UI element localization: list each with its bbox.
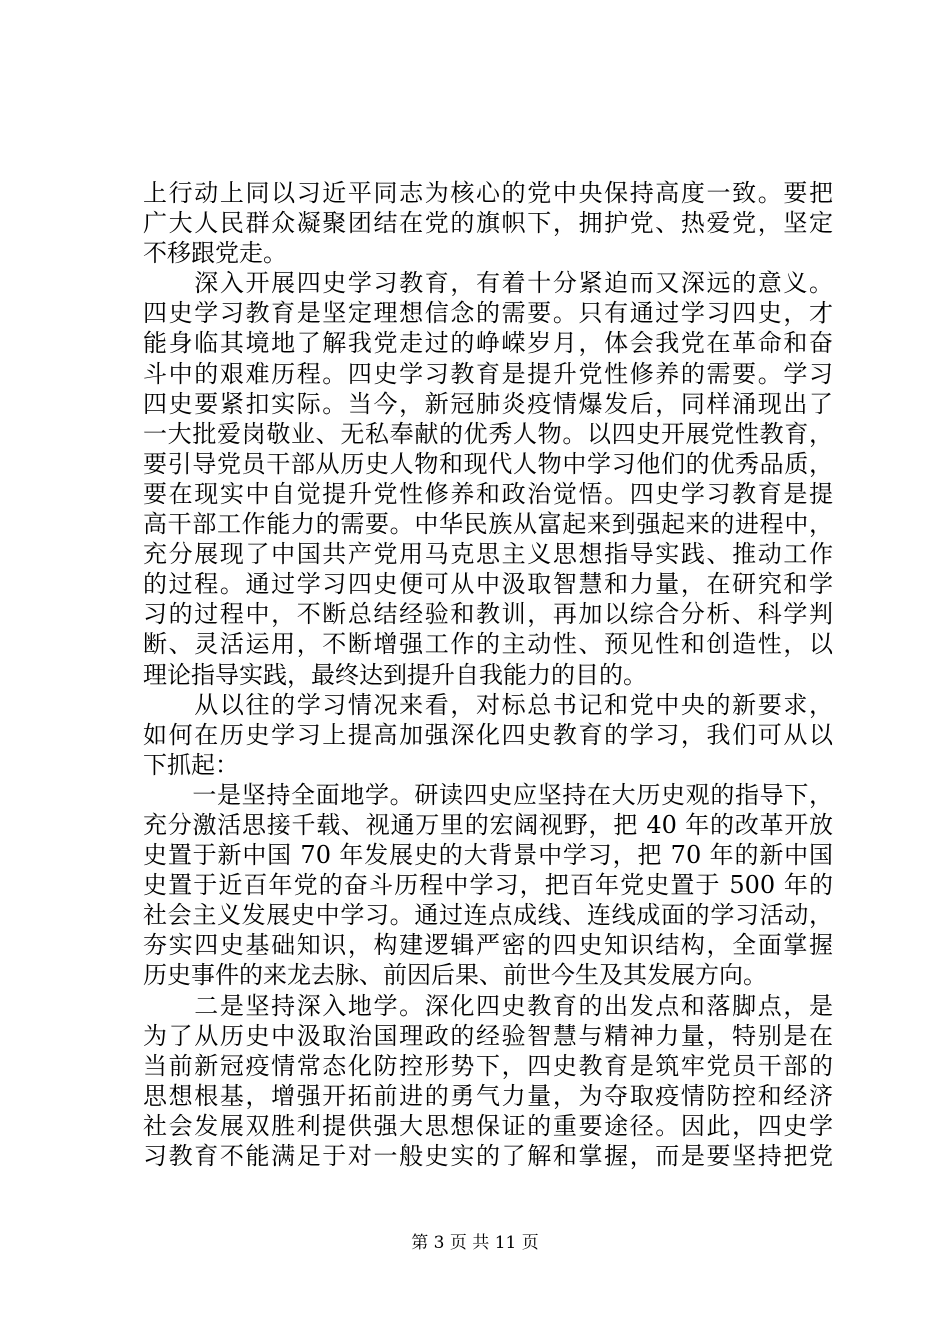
text-line: 一是坚持全面地学。研读四史应坚持在大历史观的指导下， [143, 780, 833, 809]
text-line: 要在现实中自觉提升党性修养和政治觉悟。四史学习教育是提 [143, 479, 833, 508]
text-line: 社会发展双胜利提供强大思想保证的重要途径。因此，四史学 [143, 1111, 833, 1140]
text-line: 社会主义发展史中学习。通过连点成线、连线成面的学习活动， [143, 901, 833, 930]
text-line: 四史要紧扣实际。当今，新冠肺炎疫情爆发后，同样涌现出了 [143, 389, 833, 418]
text-line: 下抓起： [143, 750, 239, 779]
page-footer: 第 3 页 共 11 页 [411, 1233, 539, 1253]
text-line: 能身临其境地了解我党走过的峥嵘岁月，体会我党在革命和奋 [143, 329, 833, 358]
text-line: 习的过程中，不断总结经验和教训，再加以综合分析、科学判 [143, 600, 833, 629]
text-line: 要引导党员干部从历史人物和现代人物中学习他们的优秀品质， [143, 449, 833, 478]
text-line: 思想根基，增强开拓前进的勇气力量，为夺取疫情防控和经济 [143, 1081, 833, 1110]
text-line: 不移跟党走。 [143, 239, 287, 268]
text-line: 二是坚持深入地学。深化四史教育的出发点和落脚点，是 [143, 991, 833, 1020]
text-line: 夯实四史基础知识，构建逻辑严密的四史知识结构，全面掌握 [143, 931, 833, 960]
text-line: 为了从历史中汲取治国理政的经验智慧与精神力量，特别是在 [143, 1021, 833, 1050]
text-line: 史置于新中国 70 年发展史的大背景中学习，把 70 年的新中国 [143, 841, 833, 870]
text-line: 上行动上同以习近平同志为核心的党中央保持高度一致。要把 [143, 179, 833, 207]
text-line: 四史学习教育是坚定理想信念的需要。只有通过学习四史，才 [143, 299, 833, 328]
text-line: 深入开展四史学习教育，有着十分紧迫而又深远的意义。 [143, 269, 833, 298]
text-line: 从以往的学习情况来看，对标总书记和党中央的新要求， [143, 690, 833, 719]
text-line: 充分展现了中国共产党用马克思主义思想指导实践、推动工作 [143, 540, 833, 569]
text-line: 的过程。通过学习四史便可从中汲取智慧和力量，在研究和学 [143, 570, 833, 599]
text-line: 断、灵活运用，不断增强工作的主动性、预见性和创造性，以 [143, 630, 833, 659]
text-line: 高干部工作能力的需要。中华民族从富起来到强起来的进程中， [143, 510, 833, 539]
text-line: 斗中的艰难历程。四史学习教育是提升党性修养的需要。学习 [143, 359, 833, 388]
document-body [143, 178, 833, 1171]
text-line: 理论指导实践，最终达到提升自我能力的目的。 [143, 660, 647, 689]
text-line: 当前新冠疫情常态化防控形势下，四史教育是筑牢党员干部的 [143, 1051, 833, 1080]
text-line: 充分激活思接千载、视通万里的宏阔视野，把 40 年的改革开放 [143, 810, 833, 839]
text-line: 如何在历史学习上提高加强深化四史教育的学习，我们可从以 [143, 720, 833, 749]
text-line: 史置于近百年党的奋斗历程中学习，把百年党史置于 500 年的 [143, 871, 833, 900]
text-line: 历史事件的来龙去脉、前因后果、前世今生及其发展方向。 [143, 961, 767, 990]
text-line: 习教育不能满足于对一般史实的了解和掌握，而是要坚持把党 [143, 1142, 833, 1170]
text-line: 广大人民群众凝聚团结在党的旗帜下，拥护党、热爱党，坚定 [143, 209, 833, 238]
text-line: 一大批爱岗敬业、无私奉献的优秀人物。以四史开展党性教育， [143, 419, 833, 448]
